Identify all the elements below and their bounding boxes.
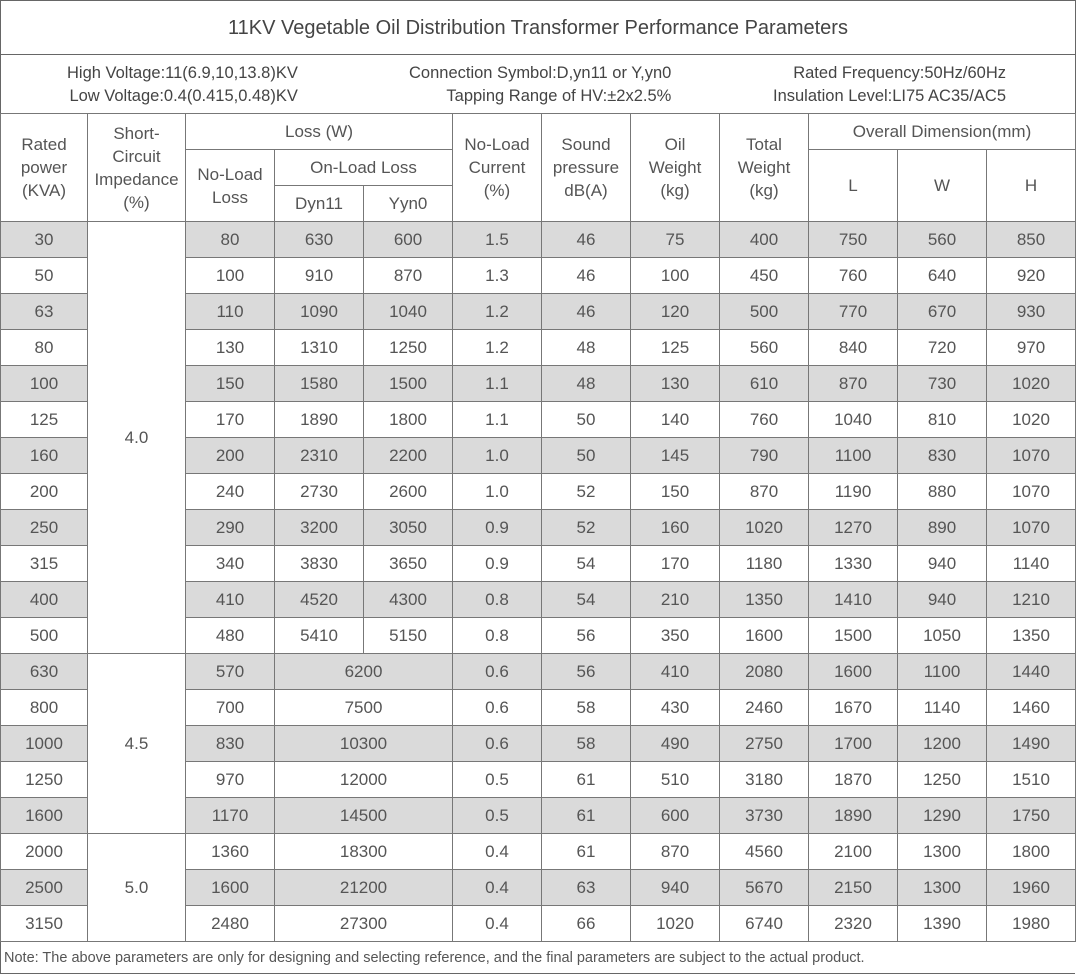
table-cell: 930 (987, 294, 1076, 330)
table-cell: 1040 (809, 402, 898, 438)
table-cell: 1750 (987, 798, 1076, 834)
table-cell: 840 (809, 330, 898, 366)
table-cell: 1870 (809, 762, 898, 798)
table-cell: 2320 (809, 906, 898, 942)
header-dyn11: Dyn11 (275, 186, 364, 222)
table-cell: 1.5 (453, 222, 542, 258)
table-cell: 290 (186, 510, 275, 546)
insulation-level-text: Insulation Level:LI75 AC35/AC5 (773, 87, 1006, 105)
footnote: Note: The above parameters are only for designing and selecting reference, and the final parameters are subject to the actual product. (0, 942, 1075, 974)
table-cell: 450 (720, 258, 809, 294)
table-cell: 0.5 (453, 762, 542, 798)
table-cell: 1210 (987, 582, 1076, 618)
table-cell: 0.5 (453, 798, 542, 834)
table-cell: 1800 (987, 834, 1076, 870)
table-cell: 2750 (720, 726, 809, 762)
table-cell: 2080 (720, 654, 809, 690)
table-cell: 1.2 (453, 330, 542, 366)
table-cell: 1350 (987, 618, 1076, 654)
table-cell: 830 (898, 438, 987, 474)
table-cell: 52 (542, 474, 631, 510)
connection-symbol-text: Connection Symbol:D,yn11 or Y,yn0 (409, 64, 672, 82)
table-cell: 21200 (275, 870, 453, 906)
table-cell: 80 (1, 330, 88, 366)
table-cell: 54 (542, 582, 631, 618)
table-cell: 1.3 (453, 258, 542, 294)
table-cell: 1020 (720, 510, 809, 546)
table-cell: 970 (186, 762, 275, 798)
table-cell: 80 (186, 222, 275, 258)
table-cell: 3200 (275, 510, 364, 546)
rated-frequency-text: Rated Frequency:50Hz/60Hz (793, 64, 1006, 82)
header-sound-pressure: Sound pressure dB(A) (542, 114, 631, 222)
table-cell: 315 (1, 546, 88, 582)
table-cell: 54 (542, 546, 631, 582)
table-cell: 3730 (720, 798, 809, 834)
header-loss: Loss (W) (186, 114, 453, 150)
table-cell: 1600 (186, 870, 275, 906)
table-cell: 0.6 (453, 690, 542, 726)
table-cell: 770 (809, 294, 898, 330)
table-cell: 2150 (809, 870, 898, 906)
table-cell: 200 (186, 438, 275, 474)
table-cell: 1310 (275, 330, 364, 366)
table-cell: 570 (186, 654, 275, 690)
table-cell: 1330 (809, 546, 898, 582)
table-cell: 810 (898, 402, 987, 438)
table-cell: 110 (186, 294, 275, 330)
table-cell: 1960 (987, 870, 1076, 906)
table-cell: 145 (631, 438, 720, 474)
table-cell: 2460 (720, 690, 809, 726)
table-cell: 1290 (898, 798, 987, 834)
table-cell: 480 (186, 618, 275, 654)
table-cell: 170 (631, 546, 720, 582)
table-cell: 1500 (364, 366, 453, 402)
table-cell: 1410 (809, 582, 898, 618)
parameters-table (0, 113, 1076, 942)
table-cell: 940 (898, 582, 987, 618)
table-cell: 1250 (898, 762, 987, 798)
table-cell: 500 (720, 294, 809, 330)
table-cell: 200 (1, 474, 88, 510)
table-cell: 4560 (720, 834, 809, 870)
table-cell: 1140 (987, 546, 1076, 582)
header-yyn0: Yyn0 (364, 186, 453, 222)
table-cell: 5150 (364, 618, 453, 654)
table-cell: 600 (364, 222, 453, 258)
table-cell: 61 (542, 798, 631, 834)
table-cell: 2480 (186, 906, 275, 942)
table-cell: 1440 (987, 654, 1076, 690)
table-cell: 1100 (809, 438, 898, 474)
table-cell: 6740 (720, 906, 809, 942)
table-cell: 630 (1, 654, 88, 690)
table-cell: 56 (542, 654, 631, 690)
table-cell: 1250 (364, 330, 453, 366)
table-cell: 100 (1, 366, 88, 402)
table-cell: 140 (631, 402, 720, 438)
table-cell: 1390 (898, 906, 987, 942)
table-cell: 12000 (275, 762, 453, 798)
impedance-cell: 5.0 (88, 834, 186, 942)
table-cell: 1140 (898, 690, 987, 726)
table-cell: 1050 (898, 618, 987, 654)
table-row (1, 654, 1076, 690)
table-cell: 240 (186, 474, 275, 510)
table-cell: 75 (631, 222, 720, 258)
table-cell: 160 (1, 438, 88, 474)
table-cell: 2310 (275, 438, 364, 474)
table-cell: 760 (720, 402, 809, 438)
table-cell: 63 (1, 294, 88, 330)
table-cell: 970 (987, 330, 1076, 366)
header-no-load-current: No-Load Current (%) (453, 114, 542, 222)
table-cell: 920 (987, 258, 1076, 294)
table-cell: 1580 (275, 366, 364, 402)
table-cell: 1190 (809, 474, 898, 510)
table-cell: 670 (898, 294, 987, 330)
table-cell: 100 (186, 258, 275, 294)
table-cell: 0.9 (453, 510, 542, 546)
table-cell: 170 (186, 402, 275, 438)
table-cell: 125 (631, 330, 720, 366)
table-cell: 63 (542, 870, 631, 906)
table-cell: 1250 (1, 762, 88, 798)
table-cell: 0.6 (453, 726, 542, 762)
table-cell: 4300 (364, 582, 453, 618)
table-cell: 50 (542, 402, 631, 438)
table-cell: 1.2 (453, 294, 542, 330)
table-cell: 100 (631, 258, 720, 294)
header-oil-weight: Oil Weight (kg) (631, 114, 720, 222)
table-cell: 340 (186, 546, 275, 582)
table-cell: 1300 (898, 870, 987, 906)
table-cell: 1490 (987, 726, 1076, 762)
page-title: 11KV Vegetable Oil Distribution Transformer Performance Parameters (0, 0, 1076, 55)
table-cell: 1600 (720, 618, 809, 654)
table-cell: 870 (364, 258, 453, 294)
tapping-range-text: Tapping Range of HV:±2x2.5% (446, 87, 672, 105)
table-cell: 14500 (275, 798, 453, 834)
connection-specs (409, 62, 671, 108)
header-overall-dimension: Overall Dimension(mm) (809, 114, 1076, 150)
frequency-specs (773, 62, 1006, 108)
table-cell: 120 (631, 294, 720, 330)
table-cell: 1040 (364, 294, 453, 330)
table-cell: 870 (720, 474, 809, 510)
table-cell: 1800 (364, 402, 453, 438)
table-cell: 1360 (186, 834, 275, 870)
table-cell: 2730 (275, 474, 364, 510)
table-cell: 150 (631, 474, 720, 510)
table-cell: 3650 (364, 546, 453, 582)
table-cell: 1020 (631, 906, 720, 942)
table-cell: 940 (898, 546, 987, 582)
table-cell: 130 (631, 366, 720, 402)
table-cell: 1460 (987, 690, 1076, 726)
table-cell: 66 (542, 906, 631, 942)
table-cell: 61 (542, 762, 631, 798)
table-cell: 640 (898, 258, 987, 294)
table-cell: 1180 (720, 546, 809, 582)
table-cell: 58 (542, 690, 631, 726)
table-cell: 2600 (364, 474, 453, 510)
table-cell: 1.1 (453, 402, 542, 438)
table-cell: 1510 (987, 762, 1076, 798)
table-cell: 400 (720, 222, 809, 258)
table-cell: 3150 (1, 906, 88, 942)
table-cell: 1020 (987, 366, 1076, 402)
impedance-cell: 4.5 (88, 654, 186, 834)
table-cell: 560 (898, 222, 987, 258)
table-cell: 430 (631, 690, 720, 726)
table-cell: 0.9 (453, 546, 542, 582)
table-cell: 1020 (987, 402, 1076, 438)
table-cell: 5670 (720, 870, 809, 906)
table-cell: 800 (1, 690, 88, 726)
table-cell: 1170 (186, 798, 275, 834)
table-cell: 1070 (987, 510, 1076, 546)
table-cell: 1700 (809, 726, 898, 762)
table-cell: 1980 (987, 906, 1076, 942)
table-cell: 7500 (275, 690, 453, 726)
header-short-circuit-impedance: Short- Circuit Impedance (%) (88, 114, 186, 222)
table-cell: 600 (631, 798, 720, 834)
table-cell: 350 (631, 618, 720, 654)
table-cell: 1100 (898, 654, 987, 690)
table-cell: 46 (542, 258, 631, 294)
table-cell: 130 (186, 330, 275, 366)
table-cell: 870 (809, 366, 898, 402)
table-cell: 150 (186, 366, 275, 402)
table-cell: 1.0 (453, 474, 542, 510)
table-cell: 46 (542, 222, 631, 258)
table-cell: 1600 (809, 654, 898, 690)
table-cell: 56 (542, 618, 631, 654)
table-cell: 2000 (1, 834, 88, 870)
table-cell: 700 (186, 690, 275, 726)
table-cell: 0.6 (453, 654, 542, 690)
table-cell: 910 (275, 258, 364, 294)
table-cell: 61 (542, 834, 631, 870)
table-cell: 720 (898, 330, 987, 366)
table-cell: 3050 (364, 510, 453, 546)
high-voltage-text: High Voltage:11(6.9,10,13.8)KV (67, 64, 298, 82)
voltage-specs (67, 62, 298, 108)
table-cell: 125 (1, 402, 88, 438)
table-cell: 6200 (275, 654, 453, 690)
table-cell: 1000 (1, 726, 88, 762)
table-cell: 940 (631, 870, 720, 906)
table-cell: 750 (809, 222, 898, 258)
table-cell: 890 (898, 510, 987, 546)
header-dim-w: W (898, 150, 987, 222)
table-cell: 410 (186, 582, 275, 618)
table-cell: 1890 (275, 402, 364, 438)
table-cell: 880 (898, 474, 987, 510)
table-cell: 400 (1, 582, 88, 618)
table-cell: 18300 (275, 834, 453, 870)
table-cell: 1070 (987, 438, 1076, 474)
header-no-load-loss: No-Load Loss (186, 150, 275, 222)
table-cell: 0.4 (453, 906, 542, 942)
table-cell: 730 (898, 366, 987, 402)
table-cell: 210 (631, 582, 720, 618)
header-dim-l: L (809, 150, 898, 222)
table-row (1, 834, 1076, 870)
header-rated-power: Rated power (KVA) (1, 114, 88, 222)
table-cell: 1.0 (453, 438, 542, 474)
table-cell: 160 (631, 510, 720, 546)
table-cell: 27300 (275, 906, 453, 942)
table-cell: 1270 (809, 510, 898, 546)
impedance-cell: 4.0 (88, 222, 186, 654)
table-cell: 5410 (275, 618, 364, 654)
table-cell: 50 (542, 438, 631, 474)
table-cell: 1600 (1, 798, 88, 834)
table-cell: 48 (542, 330, 631, 366)
table-cell: 3180 (720, 762, 809, 798)
table-cell: 850 (987, 222, 1076, 258)
table-cell: 790 (720, 438, 809, 474)
table-row (1, 222, 1076, 258)
header-dim-h: H (987, 150, 1076, 222)
table-cell: 760 (809, 258, 898, 294)
table-cell: 0.4 (453, 834, 542, 870)
table-cell: 1500 (809, 618, 898, 654)
table-cell: 0.4 (453, 870, 542, 906)
table-cell: 250 (1, 510, 88, 546)
table-cell: 610 (720, 366, 809, 402)
table-cell: 490 (631, 726, 720, 762)
table-cell: 1.1 (453, 366, 542, 402)
header-on-load-loss: On-Load Loss (275, 150, 453, 186)
table-cell: 46 (542, 294, 631, 330)
table-cell: 870 (631, 834, 720, 870)
table-cell: 1670 (809, 690, 898, 726)
table-cell: 52 (542, 510, 631, 546)
header-total-weight: Total Weight (kg) (720, 114, 809, 222)
table-cell: 30 (1, 222, 88, 258)
table-cell: 50 (1, 258, 88, 294)
table-cell: 3830 (275, 546, 364, 582)
table-cell: 830 (186, 726, 275, 762)
table-cell: 2200 (364, 438, 453, 474)
table-cell: 1070 (987, 474, 1076, 510)
table-cell: 560 (720, 330, 809, 366)
table-cell: 58 (542, 726, 631, 762)
table-cell: 0.8 (453, 582, 542, 618)
table-cell: 630 (275, 222, 364, 258)
table-cell: 1200 (898, 726, 987, 762)
table-cell: 48 (542, 366, 631, 402)
table-cell: 0.8 (453, 618, 542, 654)
table-cell: 10300 (275, 726, 453, 762)
table-cell: 2500 (1, 870, 88, 906)
spec-summary (0, 54, 1076, 114)
table-cell: 500 (1, 618, 88, 654)
low-voltage-text: Low Voltage:0.4(0.415,0.48)KV (69, 87, 298, 105)
table-cell: 410 (631, 654, 720, 690)
table-cell: 1890 (809, 798, 898, 834)
table-cell: 1350 (720, 582, 809, 618)
table-cell: 1090 (275, 294, 364, 330)
table-cell: 510 (631, 762, 720, 798)
table-cell: 1300 (898, 834, 987, 870)
table-body (1, 222, 1076, 942)
table-cell: 4520 (275, 582, 364, 618)
table-cell: 2100 (809, 834, 898, 870)
